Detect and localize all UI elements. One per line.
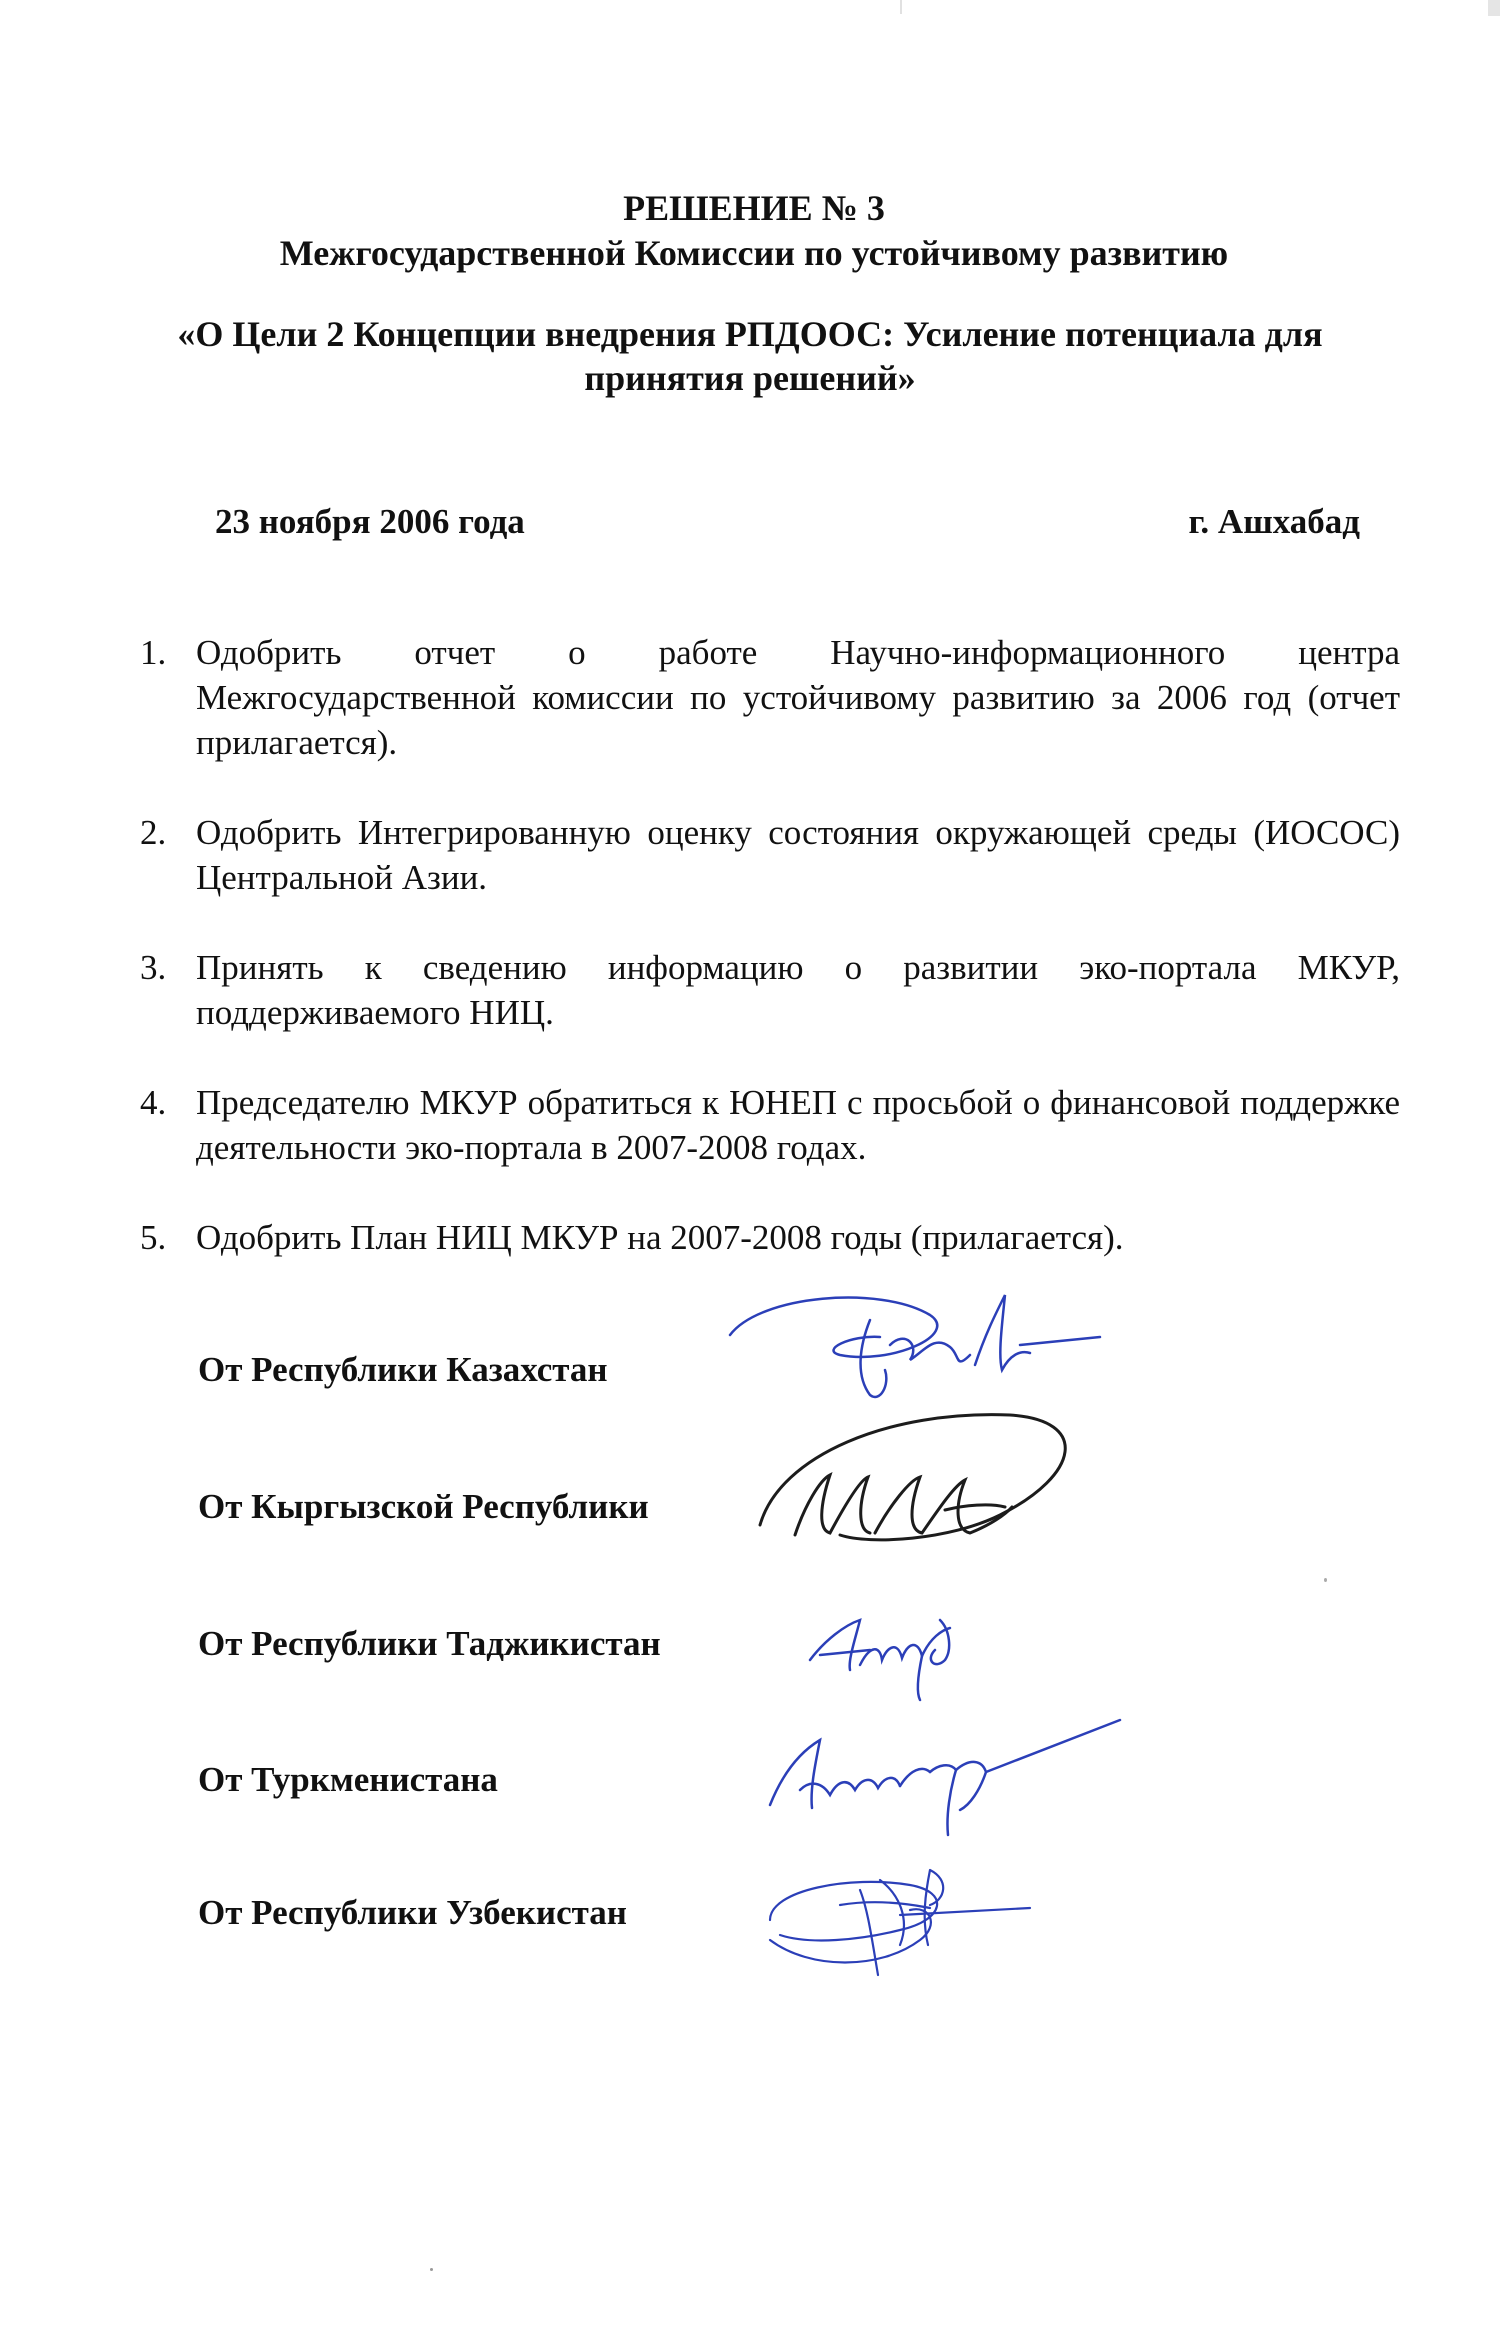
signature-kyrgyzstan <box>750 1395 1100 1575</box>
signature-tajikistan <box>800 1600 980 1710</box>
decision-place: г. Ашхабад <box>1188 502 1360 541</box>
decision-item <box>140 630 1400 765</box>
item-text: Принять к сведению информацию о развитии эко-портала МКУР, поддерживаемого НИЦ. <box>196 948 1400 1032</box>
date-place-line <box>215 502 1360 542</box>
item-number: 1. <box>140 633 167 672</box>
decision-date: 23 ноября 2006 года <box>215 502 525 541</box>
decision-items <box>140 630 1400 1260</box>
document-title: РЕШЕНИЕ № 3 <box>623 188 885 228</box>
scan-speck <box>430 2268 433 2271</box>
item-text: Одобрить Интегрированную оценку состояния окружающей среды (ИОСОС) Центральной Азии. <box>196 813 1400 897</box>
item-number: 3. <box>140 948 167 987</box>
signatory-kyrgyzstan: От Кыргызской Республики <box>198 1487 649 1526</box>
decision-subject: «О Цели 2 Концепции внедрения РПДООС: Усиление потенциала для принятия решений» <box>177 314 1323 398</box>
decision-item <box>140 1215 1400 1260</box>
item-text: Одобрить отчет о работе Научно-информационного центра Межгосударственной комиссии по устойчивому развитию за 2006 год (отчет прилагается). <box>196 633 1400 762</box>
signatory-turkmenistan: От Туркменистана <box>198 1760 498 1799</box>
signatory-uzbekistan: От Республики Узбекистан <box>198 1893 627 1932</box>
decision-item <box>140 1080 1400 1170</box>
item-number: 5. <box>140 1218 167 1257</box>
item-number: 2. <box>140 813 167 852</box>
issuing-body: Межгосударственной Комиссии по устойчивому развитию <box>279 233 1229 273</box>
signature-uzbekistan <box>750 1850 1040 1990</box>
item-number: 4. <box>140 1083 167 1122</box>
scan-edge-line <box>900 0 902 14</box>
scan-speck <box>1324 1578 1327 1582</box>
signatory-kazakhstan: От Республики Казахстан <box>198 1350 608 1389</box>
scan-edge-line <box>1488 0 1500 16</box>
decision-item <box>140 810 1400 900</box>
item-text: Председателю МКУР обратиться к ЮНЕП с просьбой о финансовой поддержке деятельности эко-портала в 2007-2008 годах. <box>196 1083 1400 1167</box>
signatory-tajikistan: От Республики Таджикистан <box>198 1624 661 1663</box>
signature-turkmenistan <box>760 1710 1130 1850</box>
item-text: Одобрить План НИЦ МКУР на 2007-2008 годы (прилагается). <box>196 1218 1124 1257</box>
decision-item <box>140 945 1400 1035</box>
